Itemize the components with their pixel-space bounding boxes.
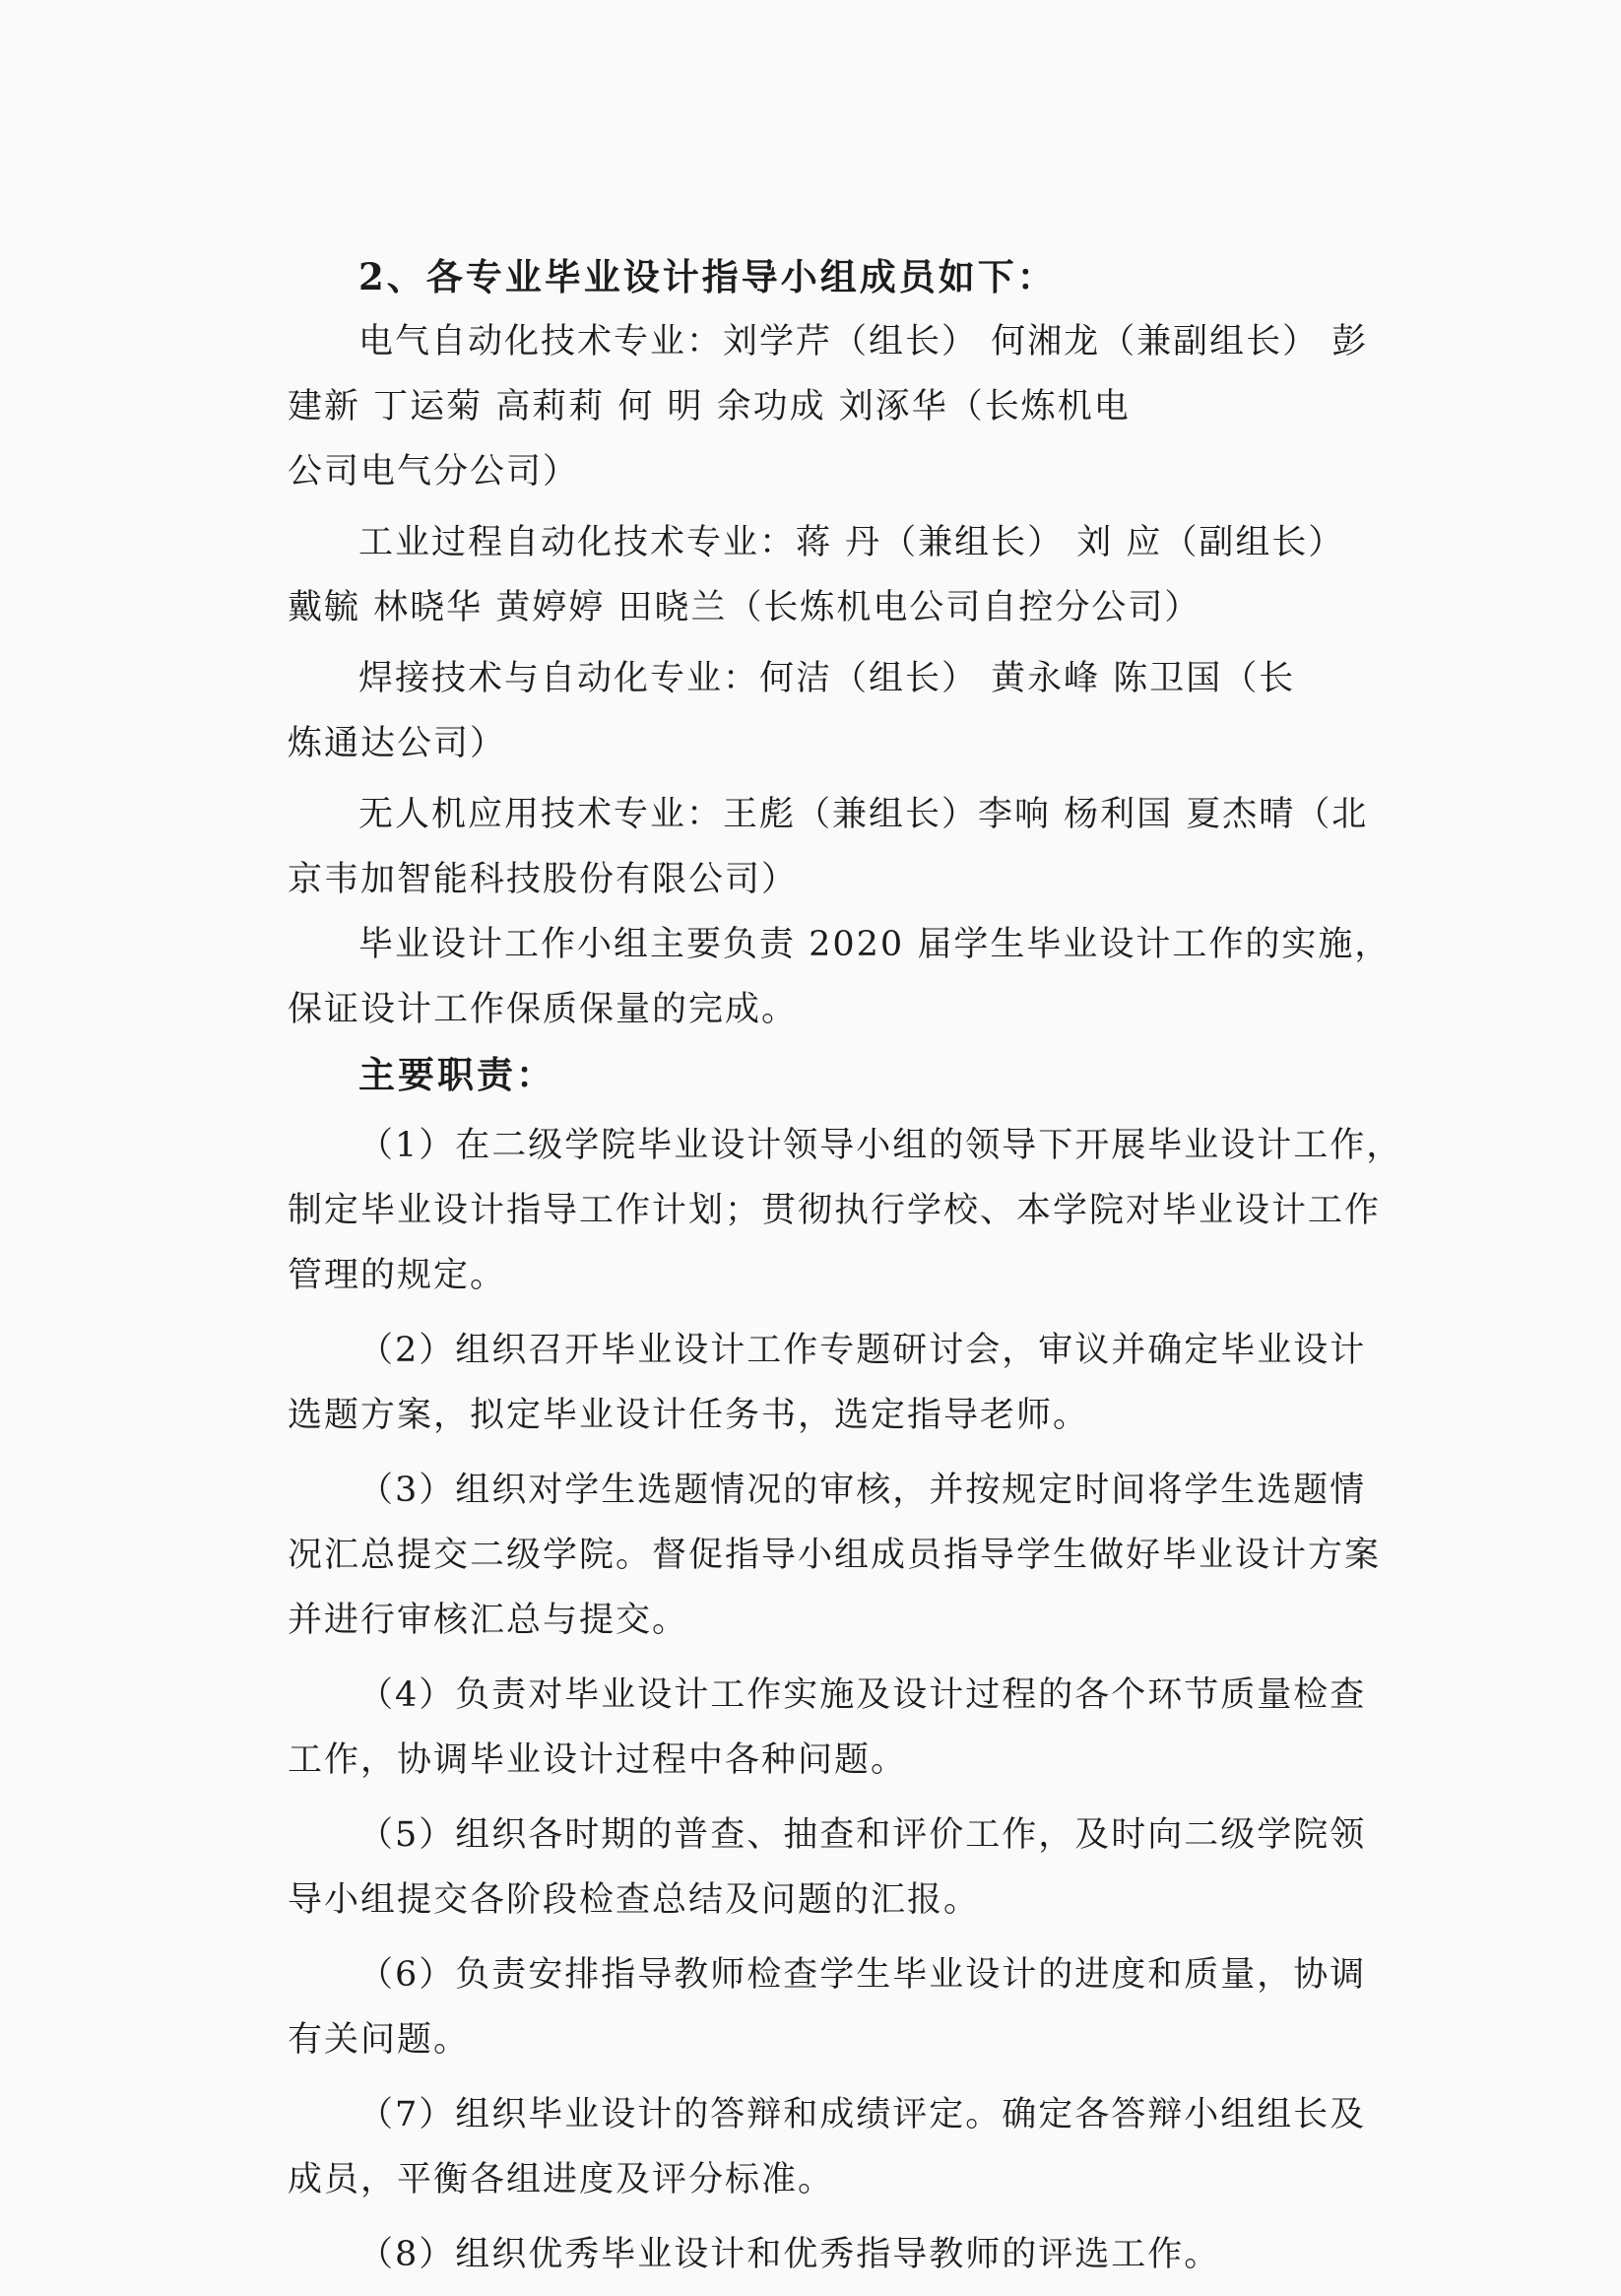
group-line: 焊接技术与自动化专业：何洁（组长） 黄永峰 陈卫国（长 [358,659,1296,698]
duty-line: 导小组提交各阶段检查总结及问题的汇报。 [288,1880,981,1920]
duty-item-2 [288,1318,1367,1448]
duty-line: （2）组织召开毕业设计工作专题研讨会，审议并确定毕业设计 [358,1331,1367,1370]
group-process-automation [288,510,1349,640]
duty-line: （3）组织对学生选题情况的审核，并按规定时间将学生选题情 [358,1471,1367,1510]
duty-item-1 [288,1113,1403,1308]
duty-line: （5）组织各时期的普查、抽查和评价工作，及时向二级学院领 [358,1815,1367,1855]
group-line: 炼通达公司） [288,724,507,763]
duty-item-6 [288,1942,1367,2072]
duty-item-4 [288,1663,1367,1793]
group-welding-automation [288,646,1349,776]
duty-item-7 [288,2082,1367,2212]
duty-line: （8）组织优秀毕业设计和优秀指导教师的评选工作。 [358,2235,1221,2274]
duties-heading: 主要职责： [358,1053,555,1096]
summary-line: 保证设计工作保质保量的完成。 [288,990,799,1029]
duty-line: 选题方案，拟定毕业设计任务书，选定指导老师。 [288,1396,1090,1435]
document-body [288,244,1403,2287]
group-electrical-automation [288,309,1369,504]
summary-paragraph [288,912,1392,1042]
duty-line: （4）负责对毕业设计工作实施及设计过程的各个环节质量检查 [358,1675,1367,1715]
duty-line: 有关问题。 [288,2020,471,2060]
group-line: 工业过程自动化技术专业：蒋 丹（兼组长） 刘 应（副组长） [358,523,1345,562]
duty-item-8 [288,2222,1349,2287]
group-drone-application [288,782,1369,912]
duty-line: （1）在二级学院毕业设计领导小组的领导下开展毕业设计工作， [358,1126,1403,1165]
summary-line: 毕业设计工作小组主要负责 2020 届学生毕业设计工作的实施， [358,925,1392,964]
group-line: 建新 丁运菊 高莉莉 何 明 余功成 刘涿华（长炼机电 [288,387,1131,426]
section-heading: 2、各专业毕业设计指导小组成员如下： [358,255,1057,298]
group-line: 戴毓 林晓华 黄婷婷 田晓兰（长炼机电公司自控分公司） [288,588,1201,627]
duty-line: 工作，协调毕业设计过程中各种问题。 [288,1740,908,1780]
group-line: 公司电气分公司） [288,452,580,492]
duty-line: 况汇总提交二级学院。督促指导小组成员指导学生做好毕业设计方案 [288,1536,1382,1575]
duty-line: 制定毕业设计指导工作计划；贯彻执行学校、本学院对毕业设计工作 [288,1191,1382,1230]
group-line: 电气自动化技术专业：刘学芹（组长） 何湘龙（兼副组长） 彭 [358,322,1369,361]
duty-line: 管理的规定。 [288,1256,507,1295]
duty-item-5 [288,1803,1367,1933]
duty-line: （6）负责安排指导教师检查学生毕业设计的进度和质量，协调 [358,1955,1367,1995]
duty-line: 成员，平衡各组进度及评分标准。 [288,2160,835,2199]
duty-item-3 [288,1458,1382,1653]
duty-line: （7）组织毕业设计的答辩和成绩评定。确定各答辩小组组长及 [358,2095,1367,2134]
group-line: 京韦加智能科技股份有限公司） [288,860,799,899]
group-line: 无人机应用技术专业：王彪（兼组长）李响 杨利国 夏杰晴（北 [358,795,1369,834]
duty-line: 并进行审核汇总与提交。 [288,1601,689,1640]
